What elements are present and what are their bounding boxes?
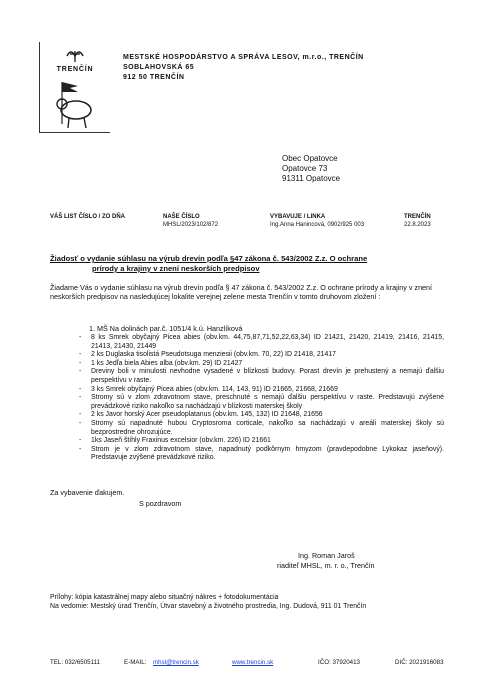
footer-email-label: E-MAIL:	[124, 659, 147, 666]
list-item: - 1 ks Jedľa biela Abies alba (obv.km. 29) ID 21427	[79, 360, 444, 369]
copy-to-line: Na vedomie: Mestský úrad Trenčín, Útvar stavebný a životného prostredia, Ing. Dudová, 911 01 Trenčín	[50, 602, 367, 610]
list-item: - 2 ks Javor horský Acer pseudoplatanus (obv.km. 145, 132) ID 21648, 21656	[79, 411, 444, 420]
intro-paragraph: Žiadame Vás o vydanie súhlasu na výrub drevín podľa § 47 zákona č. 543/2002 Z.z. O ochrane prírody a krajiny v znení neskorších predpisov na nasledujúcej lokalite verejnej zelene mesta Trenčín v tomto druhovom zložení :	[50, 283, 433, 302]
list-item: - 2 ks Duglaska tisolistá Pseudotsuga menziesii (obv.km. 70, 22) ID 21418, 21417	[79, 351, 444, 360]
footer-dic: DIČ: 2021916083	[395, 659, 444, 666]
list-item: - Strom je v zlom zdravotnom stave, napadnutý podkôrnym hmyzom (pravdepodobne Lykokaz jaseňový). Predstavuje zvýšené prevádzkové riziko.	[79, 446, 444, 463]
lamb-with-flag-icon	[40, 76, 110, 132]
footer-bar	[0, 659, 495, 669]
closing-thanks: Za vybavenie ďakujem.	[50, 488, 125, 497]
tree-list	[79, 334, 444, 463]
closing-regards: S pozdravom	[139, 499, 182, 508]
ref-date-value: 22.8.2023	[404, 222, 431, 228]
footer-web-link[interactable]: www.trencin.sk	[232, 659, 274, 666]
recipient-line-2: Opatovce 73	[282, 164, 328, 173]
recipient-address	[282, 154, 340, 184]
list-item: - Dreviny boli v minulosti nevhodne vysadené v blízkosti budovy. Porast drevín je prehustený a nemajú ďalšiu perspektívu v raste.	[79, 368, 444, 385]
ref-our-number-value: MHSL/2023/102/872	[163, 222, 219, 228]
recipient-line-1: Obec Opatovce	[282, 154, 338, 163]
logo-city-name: TRENČÍN	[56, 66, 94, 73]
cross-emblem-icon	[40, 42, 110, 66]
organization-street: SOBLAHOVSKÁ 65	[123, 64, 195, 71]
letterhead-logo	[39, 42, 110, 133]
list-item: - 3 ks Smrek obyčajný Picea abies (obv.km. 114, 143, 91) ID 21665, 21668, 21669	[79, 386, 444, 395]
organization-address	[123, 53, 364, 83]
attachments-block	[50, 594, 366, 612]
ref-your-letter	[50, 213, 125, 221]
list-item: - 1ks Jaseň štíhly Fraxinus excelsior (obv.km. 226) ID 21661	[79, 437, 444, 446]
organization-name: MESTSKÉ HOSPODÁRSTVO A SPRÁVA LESOV, m.r.o., TRENČÍN	[123, 54, 364, 61]
organization-zip-city: 912 50 TRENČÍN	[123, 74, 185, 81]
location-line: 1. MŠ Na dolinách par.č. 1051/4 k.ú. Hanzlíková	[89, 324, 243, 333]
ref-our-number	[163, 213, 218, 229]
ref-our-number-label: NAŠE ČÍSLO	[163, 214, 200, 220]
ref-handled-by-label: VYBAVUJE / LINKA	[270, 214, 326, 220]
footer-phone: TEL: 032/6505111	[50, 659, 100, 666]
list-item: - 8 ks Smrek obyčajný Picea abies (obv.km. 44,75,87,71,52,22,63,34) ID 21421, 21420, 21419, 21416, 21415, 21413, 21430, 21449	[79, 334, 444, 351]
attachments-line: Prílohy: kópia katastrálnej mapy alebo situačný nákres + fotodokumentácia	[50, 594, 279, 601]
subject-line-1: Žiadosť o vydanie súhlasu na výrub drevín podľa §47 zákona č. 543/2002 Z.z. O ochrane	[50, 254, 368, 263]
ref-place-label: TRENČÍN	[404, 214, 431, 220]
signatory-name: Ing. Roman Jaroš	[298, 551, 355, 560]
signatory-title: riaditeľ MHSL, m. r. o., Trenčín	[277, 561, 375, 570]
subject-line-2: prírody a krajiny v znení neskorších predpisov	[92, 264, 260, 273]
recipient-line-3: 91311 Opatovce	[282, 174, 341, 183]
list-item: - Stromy sú napadnuté hubou Cryptosroma corticale, nakoľko sa nachádzajú v areáli materskej školy sú bezprostredne ohrozujúce.	[79, 420, 444, 437]
ref-place-date	[404, 213, 431, 229]
footer-ico: IČO: 37920413	[318, 659, 360, 666]
list-item: - Stromy sú v zlom zdravotnom stave, preschnuté s nemajú ďalšiu perspektívu v raste. Predstavujú zvýšené prevádzkové riziko nakoľko sa nachádzajú v blízkosti materskej školy	[79, 394, 444, 411]
letter-subject	[50, 254, 367, 274]
footer-email-link[interactable]: mhsl@trencin.sk	[153, 659, 199, 666]
ref-handled-by-value: Ing.Anna Hanincová, 0902/925 003	[270, 222, 365, 228]
ref-handled-by	[270, 213, 364, 229]
ref-your-letter-label: VÁŠ LIST ČÍSLO / ZO DŇA	[50, 214, 126, 220]
